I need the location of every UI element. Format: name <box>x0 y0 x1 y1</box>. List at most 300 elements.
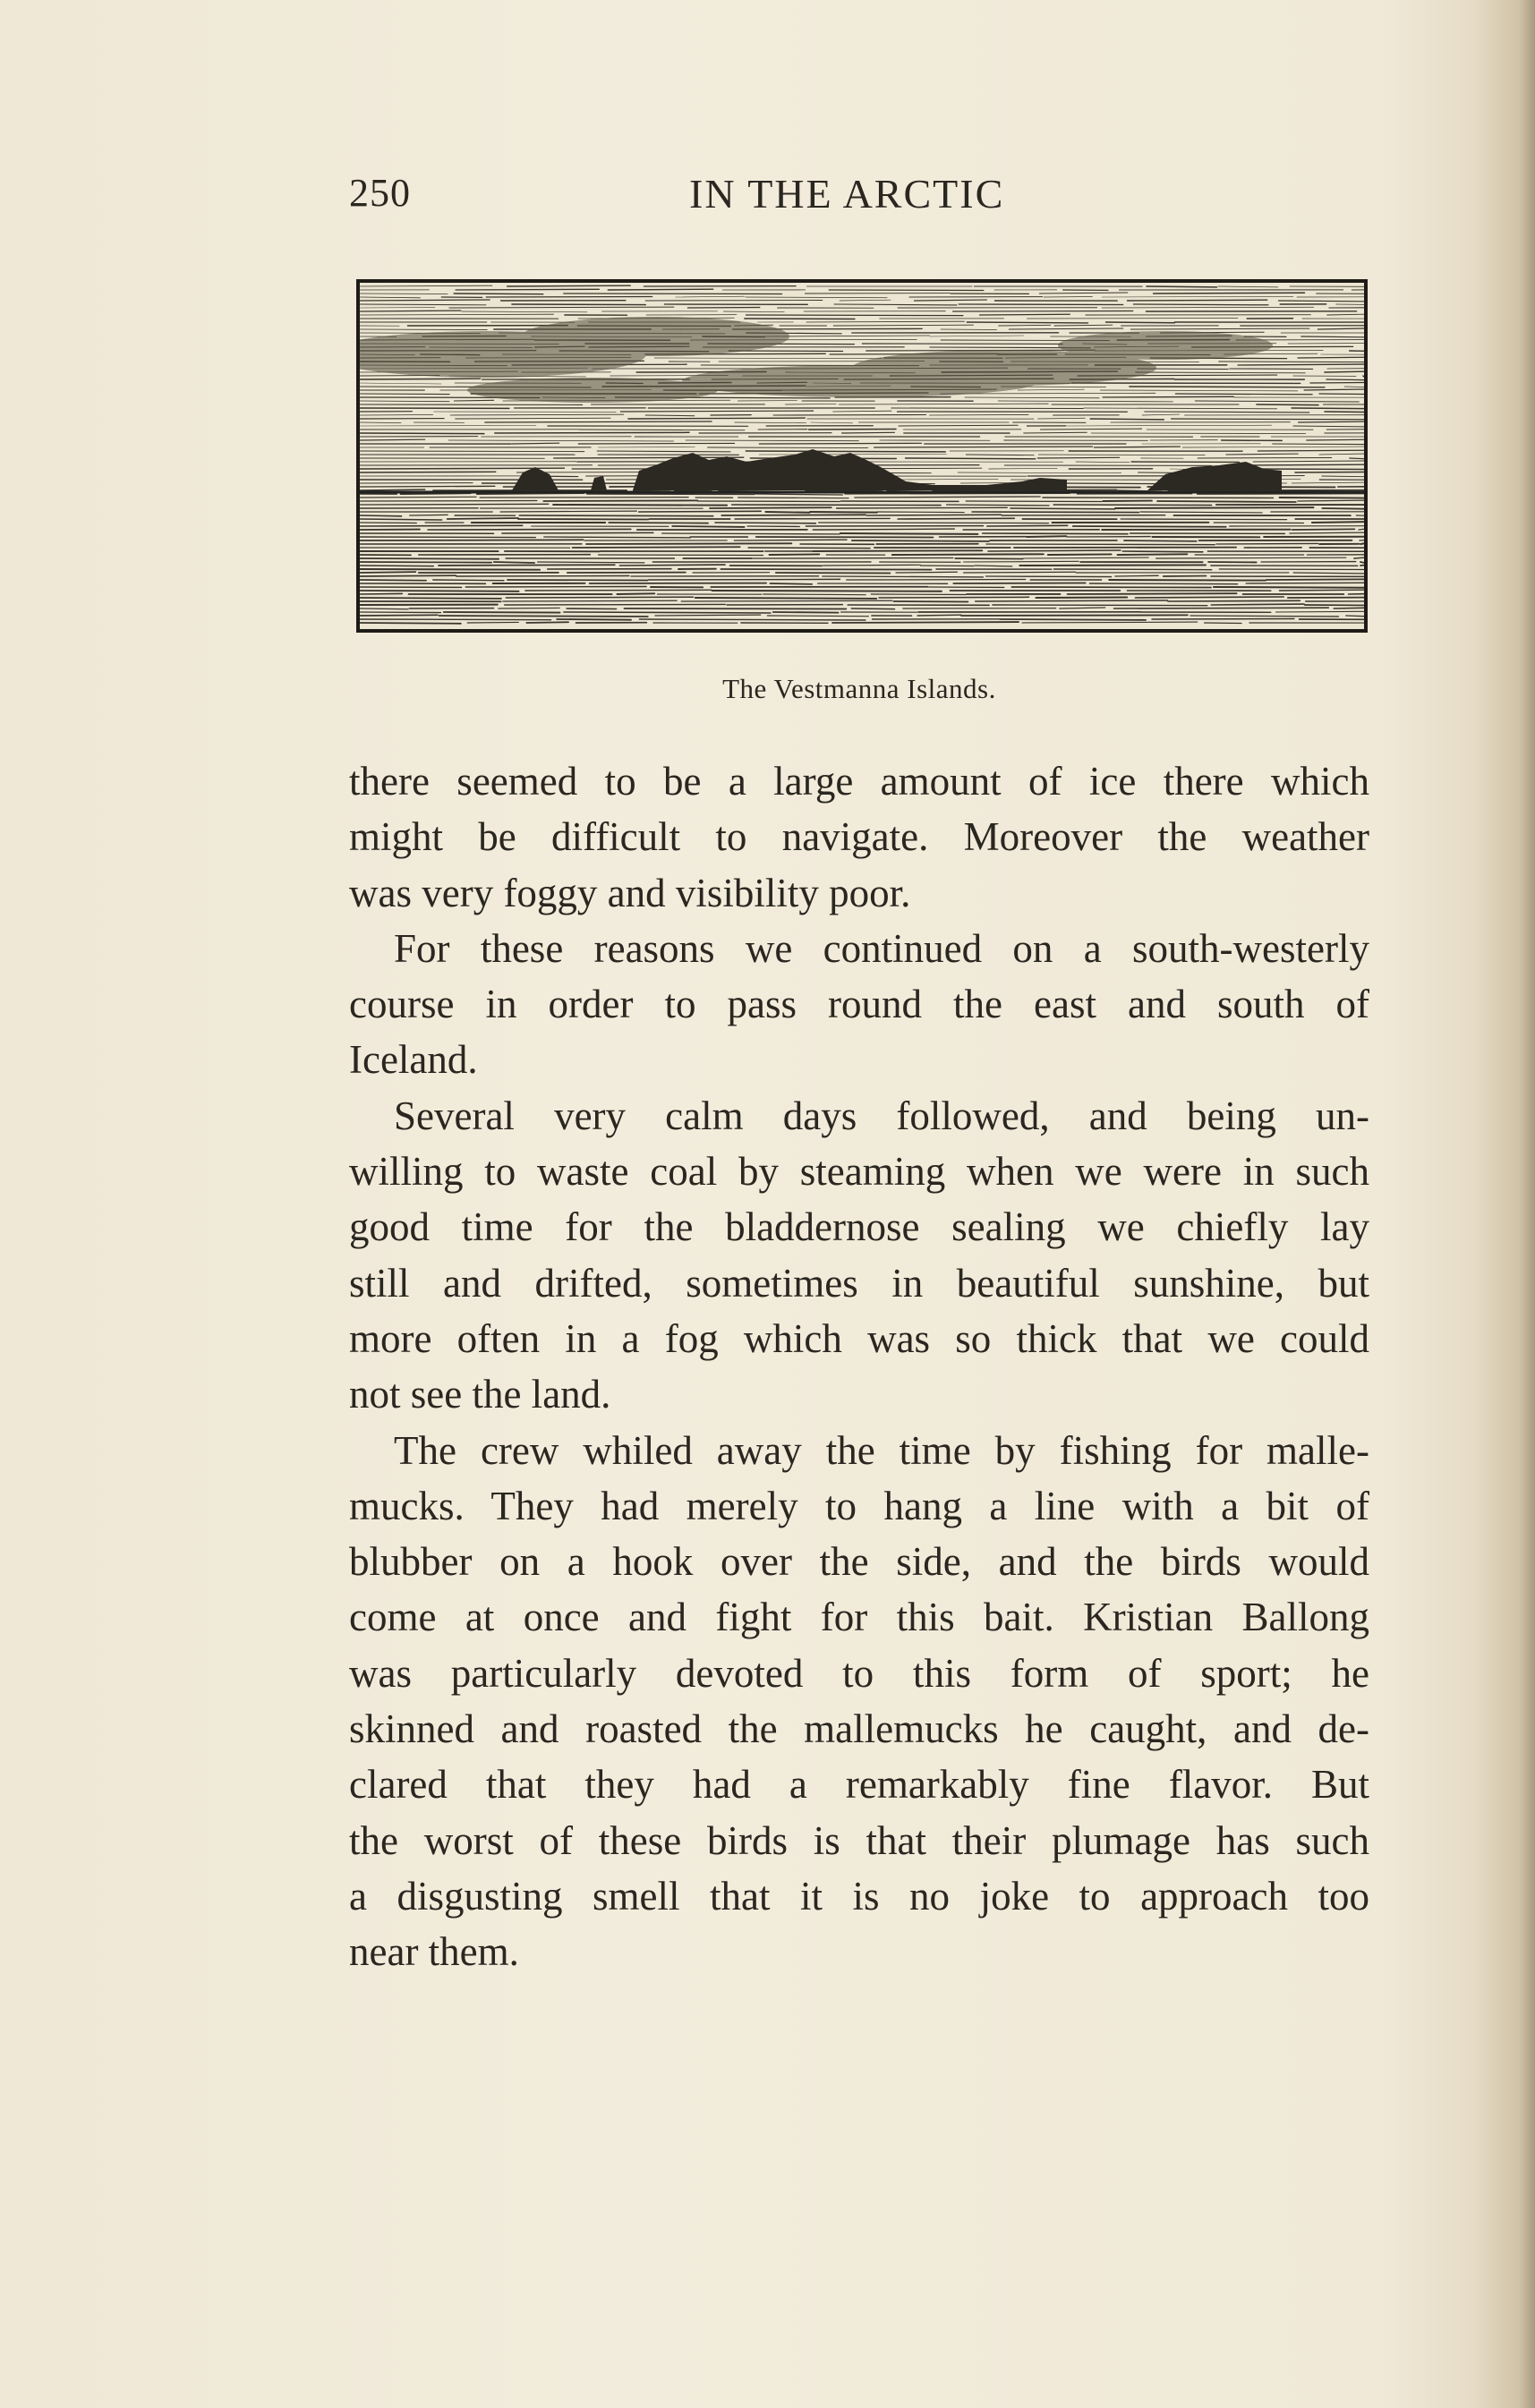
hatch-line <box>360 580 426 581</box>
hatch-line <box>360 401 449 402</box>
hatch-line <box>360 593 402 594</box>
hatch-line <box>639 619 866 620</box>
hatch-line <box>597 451 730 452</box>
hatch-line <box>914 300 986 301</box>
hatch-line <box>507 580 648 581</box>
text-line: Several very calm days followed, and being un- <box>394 1093 1369 1138</box>
hatch-line <box>672 526 744 527</box>
hatch-line <box>1253 461 1364 462</box>
hatch-line <box>1130 328 1309 329</box>
hatch-line <box>538 562 644 563</box>
hatch-line <box>462 311 587 312</box>
hatch-line <box>639 511 761 512</box>
hatch-line <box>851 608 894 609</box>
hatch-line <box>360 422 401 423</box>
hatch-line <box>1124 540 1197 541</box>
hatch-line <box>763 594 866 595</box>
hatch-line <box>1292 408 1364 409</box>
text-line: not see the land. <box>349 1372 611 1417</box>
hatch-line <box>834 304 957 305</box>
hatch-line <box>1276 611 1365 612</box>
hatch-line <box>617 593 654 594</box>
hatch-line <box>507 285 631 286</box>
hatch-line <box>708 447 868 448</box>
hatch-line <box>837 507 1008 508</box>
hatch-line <box>360 439 425 440</box>
hatch-line <box>1118 554 1188 555</box>
hatch-line <box>495 432 689 433</box>
hatch-line <box>360 569 540 570</box>
hatch-line <box>746 315 963 316</box>
hatch-line <box>759 443 921 444</box>
hatch-line <box>1211 604 1304 605</box>
hatch-line <box>765 512 809 513</box>
hatch-line <box>955 558 1023 559</box>
hatch-line <box>980 314 1070 315</box>
island-silhouette <box>512 449 1282 490</box>
hatch-line <box>1133 304 1268 305</box>
hatch-line <box>360 525 523 526</box>
hatch-line <box>840 533 978 534</box>
hatch-line <box>1238 364 1364 365</box>
hatch-line <box>1360 562 1364 563</box>
hatch-line <box>1091 433 1306 434</box>
hatch-line <box>1325 412 1364 413</box>
hatch-line <box>1326 379 1364 380</box>
hatch-line <box>1147 286 1217 287</box>
hatch-line <box>360 504 549 505</box>
hatch-line <box>567 608 616 609</box>
hatch-line <box>564 612 771 613</box>
hatch-line <box>1073 526 1226 527</box>
text-line: come at once and fight for this bait. Kristian Ballong <box>349 1595 1369 1640</box>
hatch-line <box>505 604 726 605</box>
hatch-line <box>360 426 536 427</box>
hatch-line <box>1027 536 1066 537</box>
hatch-line <box>1198 458 1331 459</box>
hatch-line <box>512 304 645 305</box>
hatch-line <box>360 489 425 490</box>
hatch-line <box>518 519 648 520</box>
hatch-line <box>681 600 892 601</box>
hatch-line <box>879 597 1029 598</box>
hatch-line <box>871 594 966 595</box>
hatch-line <box>1219 569 1364 570</box>
hatch-line <box>1190 616 1339 617</box>
hatch-line <box>1266 579 1364 580</box>
hatch-line <box>810 512 877 513</box>
hatch-line <box>1090 419 1164 420</box>
cloud-shape <box>521 317 789 356</box>
hatch-line <box>986 576 1112 577</box>
hatch-line <box>360 285 492 286</box>
hatch-line <box>1288 344 1364 345</box>
hatch-line <box>965 397 1099 398</box>
body-text <box>349 753 1369 1980</box>
hatch-line <box>1218 286 1278 287</box>
text-line: still and drifted, sometimes in beautiful sunshine, but <box>349 1260 1369 1306</box>
hatch-line <box>1299 421 1364 422</box>
hatch-line <box>964 561 1079 562</box>
hatch-line <box>360 501 537 502</box>
hatch-line <box>823 565 921 566</box>
hatch-line <box>998 401 1173 402</box>
hatch-line <box>456 289 599 290</box>
hatch-line <box>543 500 697 501</box>
hatch-line <box>993 605 1207 606</box>
hatch-line <box>967 322 1087 323</box>
hatch-line <box>806 321 964 322</box>
hatch-line <box>770 583 812 584</box>
hatch-line <box>966 501 1102 502</box>
hatch-line <box>1019 565 1206 566</box>
hatch-line <box>735 422 806 423</box>
hatch-line <box>360 537 535 538</box>
hatch-line <box>1011 508 1115 509</box>
page-number: 250 <box>349 171 411 215</box>
hatch-line <box>494 562 534 563</box>
cloud-shape <box>467 378 718 403</box>
hatch-line <box>1039 293 1128 294</box>
hatch-line <box>573 547 740 548</box>
hatch-line <box>1068 593 1237 594</box>
hatch-line <box>833 325 973 326</box>
hatch-line <box>811 422 853 423</box>
hatch-line <box>941 329 997 330</box>
hatch-line <box>1293 426 1364 427</box>
hatch-line <box>1278 301 1364 302</box>
text-line: good time for the bladdernose sealing we chiefly lay <box>349 1204 1369 1250</box>
hatch-line <box>1036 598 1127 599</box>
hatch-line <box>1109 580 1266 581</box>
hatch-line <box>645 415 695 416</box>
hatch-line <box>695 598 876 599</box>
hatch-line <box>1198 494 1364 495</box>
hatch-line <box>486 297 652 298</box>
hatch-line <box>964 572 1076 573</box>
vestmanna-islands-engraving <box>356 279 1368 633</box>
hatch-line <box>959 304 1123 305</box>
hatch-line <box>1135 597 1283 598</box>
hatch-line <box>360 519 442 520</box>
hatch-line <box>953 311 1133 312</box>
hatch-line <box>360 304 486 305</box>
hatch-line <box>1122 551 1203 552</box>
hatch-line <box>983 533 1128 534</box>
hatch-line <box>1280 590 1365 591</box>
hatch-line <box>917 615 961 616</box>
hatch-line <box>972 512 1138 513</box>
hatch-line <box>500 511 636 512</box>
hatch-line <box>620 411 813 412</box>
hatch-line <box>503 600 677 601</box>
hatch-line <box>1363 376 1364 377</box>
hatch-line <box>1307 439 1364 440</box>
hatch-line <box>732 505 941 506</box>
hatch-line <box>748 548 870 549</box>
hatch-line <box>360 598 501 599</box>
hatch-line <box>747 526 799 527</box>
hatch-line <box>448 518 518 519</box>
hatch-line <box>1292 529 1355 530</box>
hatch-line <box>986 544 1215 545</box>
text-line: a disgusting smell that it is no joke to approach too <box>349 1873 1369 1919</box>
hatch-line <box>360 612 440 613</box>
hatch-line <box>599 555 763 556</box>
hatch-line <box>1121 519 1287 520</box>
hatch-line <box>1054 325 1113 326</box>
hatch-line <box>360 297 421 298</box>
hatch-line <box>1360 543 1364 544</box>
hatch-line <box>1053 505 1211 506</box>
hatch-line <box>855 497 1040 498</box>
hatch-line <box>953 583 1085 584</box>
hatch-line <box>1022 622 1198 623</box>
hatch-line <box>448 440 673 441</box>
hatch-line <box>947 505 1049 506</box>
hatch-line <box>512 443 559 444</box>
hatch-line <box>823 576 984 577</box>
hatch-line <box>961 615 1188 616</box>
hatch-line <box>1044 297 1092 298</box>
hatch-line <box>697 501 840 502</box>
hatch-line <box>746 451 945 452</box>
hatch-line <box>360 562 491 563</box>
hatch-line <box>1115 507 1314 508</box>
hatch-line <box>1304 389 1364 390</box>
hatch-line <box>433 580 504 581</box>
hatch-line <box>1273 444 1364 445</box>
hatch-line <box>1103 396 1233 397</box>
hatch-line <box>654 358 882 359</box>
hatch-line <box>687 308 759 309</box>
hatch-line <box>1140 512 1262 513</box>
hatch-line <box>628 418 805 419</box>
hatch-line <box>557 619 631 620</box>
hatch-line <box>360 608 408 609</box>
hatch-line <box>1106 322 1175 323</box>
hatch-line <box>360 314 554 315</box>
hatch-line <box>360 515 402 516</box>
hatch-line <box>428 529 631 530</box>
hatch-line <box>1142 414 1180 415</box>
hatch-line <box>746 297 887 298</box>
hatch-line <box>1102 296 1293 297</box>
hatch-line <box>852 540 989 541</box>
hatch-line <box>360 415 433 416</box>
hatch-line <box>360 619 551 620</box>
hatch-line <box>1038 418 1086 419</box>
hatch-line <box>1000 619 1146 620</box>
hatch-line <box>454 400 493 401</box>
text-line: was very foggy and visibility poor. <box>349 870 911 915</box>
hatch-line <box>1128 300 1267 301</box>
hatch-line <box>813 550 982 551</box>
hatch-line <box>1172 419 1364 420</box>
hatch-line <box>906 458 1036 459</box>
text-line: The crew whiled away the time by fishing for malle- <box>394 1427 1369 1473</box>
hatch-line <box>360 572 415 573</box>
hatch-line <box>439 616 648 617</box>
hatch-line <box>360 497 476 498</box>
hatch-line <box>1359 529 1364 530</box>
hatch-line <box>360 486 495 487</box>
hatch-line <box>1168 600 1300 601</box>
hatch-line <box>502 532 653 533</box>
hatch-line <box>1258 450 1364 451</box>
hatch-line <box>1350 458 1364 459</box>
hatch-line <box>525 590 712 591</box>
hatch-line <box>930 414 1028 415</box>
hatch-line <box>958 472 1121 473</box>
hatch-line <box>506 597 693 598</box>
hatch-line <box>1319 394 1364 395</box>
hatch-line <box>554 457 744 458</box>
hatch-line <box>676 296 745 297</box>
hatch-line <box>544 537 690 538</box>
hatch-line <box>1293 573 1364 574</box>
running-title: IN THE ARCTIC <box>689 171 1005 217</box>
text-line: there seemed to be a large amount of ice there which <box>349 759 1369 804</box>
hatch-line <box>1115 575 1158 576</box>
hatch-line <box>645 301 823 302</box>
hatch-line <box>1145 412 1309 413</box>
hatch-line <box>1048 554 1112 555</box>
hatch-line <box>586 543 791 544</box>
hatch-line <box>710 507 831 508</box>
hatch-line <box>465 587 646 588</box>
hatch-line <box>1100 390 1298 391</box>
hatch-line <box>1318 328 1364 329</box>
hatch-line <box>598 447 695 448</box>
hatch-line <box>1037 457 1119 458</box>
hatch-line <box>842 432 895 433</box>
hatch-line <box>519 515 712 516</box>
hatch-line <box>776 573 891 574</box>
hatch-line <box>608 289 712 290</box>
text-line: clared that they had a remarkably fine flavor. But <box>349 1762 1369 1808</box>
text-line: near them. <box>349 1929 519 1975</box>
text-line: Iceland. <box>349 1037 478 1083</box>
hatch-line <box>1076 462 1130 463</box>
hatch-line <box>360 623 461 624</box>
hatch-line <box>752 558 952 559</box>
hatch-line <box>686 440 858 441</box>
hatch-line <box>1310 383 1364 384</box>
hatch-line <box>773 612 839 613</box>
hatch-line <box>1214 587 1364 588</box>
running-head <box>349 170 1369 224</box>
hatch-line <box>1090 583 1238 584</box>
hatch-line <box>999 325 1051 326</box>
hatch-line <box>898 518 1014 519</box>
hatch-line <box>1290 532 1364 533</box>
hatch-line <box>1136 372 1306 373</box>
hatch-line <box>1319 454 1364 455</box>
hatch-line <box>1327 314 1364 315</box>
hatch-line <box>833 411 891 412</box>
hatch-line <box>1175 394 1312 395</box>
hatch-line <box>891 408 1084 409</box>
hatch-line <box>456 576 629 577</box>
hatch-line <box>648 579 840 580</box>
hatch-line <box>360 615 438 616</box>
hatch-line <box>360 394 449 395</box>
hatch-line <box>1292 482 1364 483</box>
hatch-line <box>840 300 891 301</box>
hatch-line <box>756 537 934 538</box>
hatch-line <box>1257 404 1318 405</box>
hatch-line <box>987 525 1068 526</box>
hatch-line <box>976 600 1168 601</box>
hatch-line <box>1018 389 1084 390</box>
text-line: more often in a fog which was so thick that we could <box>349 1315 1369 1361</box>
text-line: skinned and roasted the mallemucks he caught, and de- <box>349 1706 1369 1752</box>
hatch-line <box>896 572 957 573</box>
hatch-line <box>1156 557 1346 558</box>
hatch-line <box>1205 623 1242 624</box>
hatch-line <box>360 575 456 576</box>
hatch-line <box>1195 401 1359 402</box>
hatch-line <box>625 608 847 609</box>
hatch-line <box>829 290 984 291</box>
hatch-line <box>1295 472 1364 473</box>
hatch-line <box>1024 432 1087 433</box>
hatch-line <box>360 451 584 452</box>
hatch-line <box>467 622 518 623</box>
hatch-line <box>1322 476 1364 477</box>
hatch-line <box>1152 619 1294 620</box>
hatch-line <box>450 414 624 415</box>
hatch-line <box>877 512 964 513</box>
hatch-line <box>1053 569 1211 570</box>
hatch-line <box>767 616 868 617</box>
hatch-line <box>1157 501 1296 502</box>
text-line: blubber on a hook over the side, and the birds would <box>349 1539 1369 1585</box>
hatch-line <box>360 558 499 559</box>
hatch-line <box>847 580 1026 581</box>
text-line: the worst of these birds is that their plumage has such <box>349 1817 1369 1863</box>
hatch-line <box>1154 293 1305 294</box>
hatch-line <box>1301 336 1364 337</box>
hatch-line <box>360 300 490 301</box>
hatch-line <box>1041 429 1142 430</box>
text-line: might be difficult to navigate. Moreover the weather <box>349 814 1369 860</box>
hatch-line <box>1226 454 1298 455</box>
hatch-line <box>578 443 734 444</box>
hatch-line <box>439 565 615 566</box>
hatch-line <box>360 433 484 434</box>
hatch-line <box>1216 543 1318 544</box>
hatch-line <box>456 418 610 419</box>
hatch-line <box>988 550 1121 551</box>
hatch-line <box>989 468 1058 469</box>
hatch-line <box>1102 307 1314 308</box>
hatch-line <box>1298 500 1364 501</box>
hatch-line <box>485 421 712 422</box>
hatch-line <box>721 569 931 570</box>
hatch-line <box>655 615 761 616</box>
hatch-line <box>892 554 1044 555</box>
hatch-line <box>1023 557 1148 558</box>
text-line: course in order to pass round the east and south of <box>349 982 1369 1027</box>
hatch-line <box>1325 371 1364 372</box>
hatch-line <box>1354 557 1364 558</box>
hatch-line <box>360 383 441 384</box>
hatch-line <box>832 622 1019 623</box>
hatch-line <box>1067 425 1272 426</box>
hatch-line <box>813 529 954 530</box>
